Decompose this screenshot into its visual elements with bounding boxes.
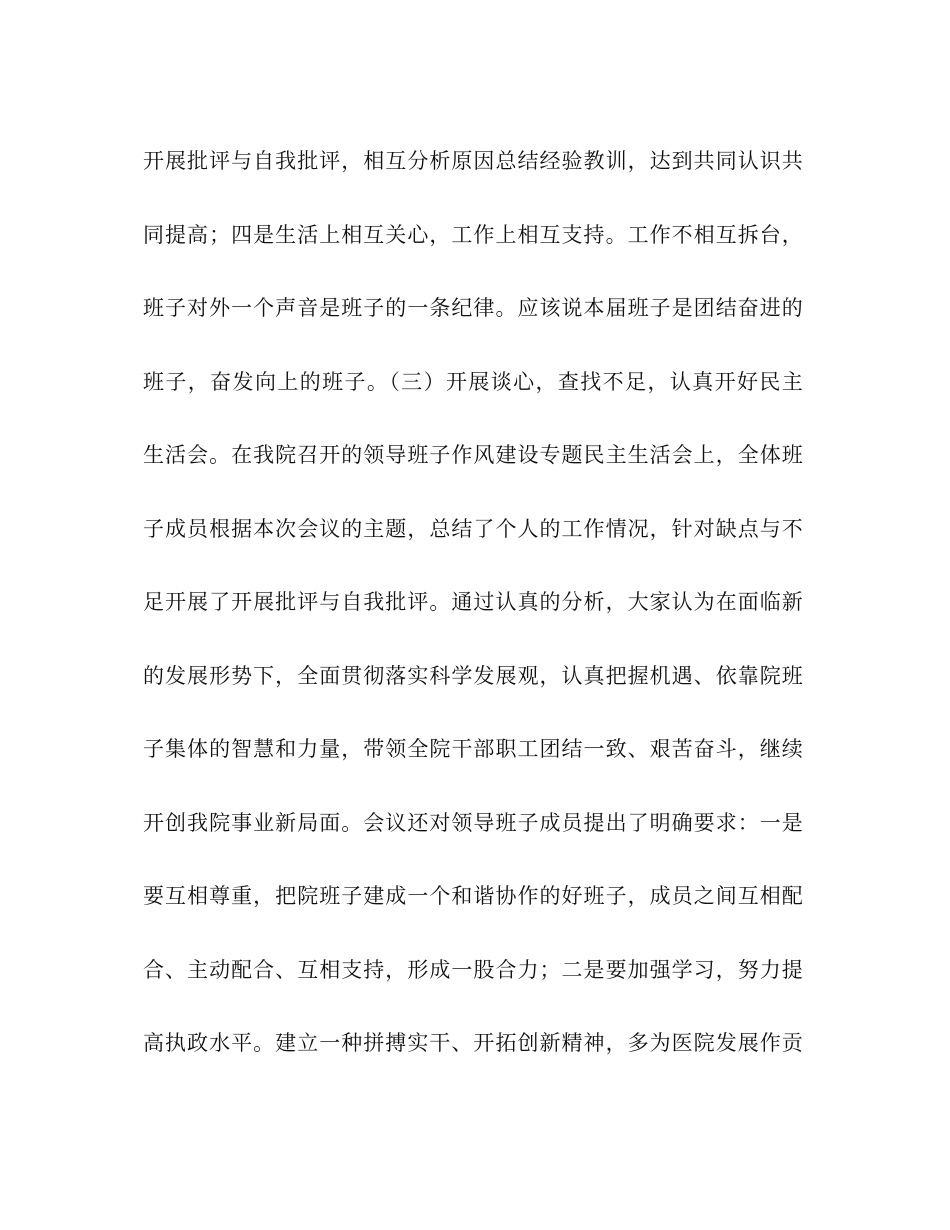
text-line: 足开展了开展批评与自我批评。通过认真的分析，大家认为在面临新 xyxy=(143,590,803,614)
text-line: 的发展形势下，全面贯彻落实科学发展观，认真把握机遇、依靠院班 xyxy=(143,663,803,688)
text-line: 要互相尊重，把院班子建成一个和谐协作的好班子，成员之间互相配 xyxy=(143,884,803,908)
text-line: 开创我院事业新局面。会议还对领导班子成员提出了明确要求：一是 xyxy=(143,810,803,835)
text-line: 开展批评与自我批评，相互分析原因总结经验教训，达到共同认识共 xyxy=(143,149,803,173)
text-line: 同提高；四是生活上相互关心，工作上相互支持。工作不相互拆台， xyxy=(143,222,803,247)
body-paragraph xyxy=(143,141,803,1097)
text-line: 合、主动配合、互相支持，形成一股合力；二是要加强学习，努力提 xyxy=(143,957,803,982)
text-line: 子成员根据本次会议的主题，总结了个人的工作情况，针对缺点与不 xyxy=(143,516,803,541)
text-line: 班子对外一个声音是班子的一条纪律。应该说本届班子是团结奋进的 xyxy=(143,296,803,320)
text-line: 子集体的智慧和力量，带领全院干部职工团结一致、艰苦奋斗，继续 xyxy=(143,737,803,761)
text-line: 班子，奋发向上的班子。（三）开展谈心，查找不足，认真开好民主 xyxy=(143,369,803,394)
text-line: 高执政水平。建立一种拼搏实干、开拓创新精神，多为医院发展作贡 xyxy=(143,1031,803,1055)
text-line: 生活会。在我院召开的领导班子作风建设专题民主生活会上，全体班 xyxy=(143,443,803,467)
